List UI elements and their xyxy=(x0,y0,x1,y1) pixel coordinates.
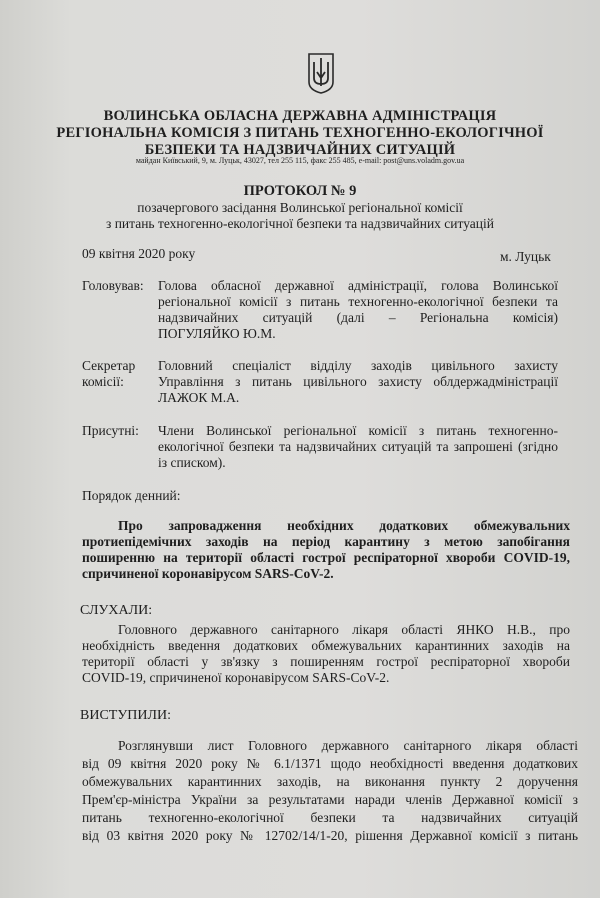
heard-line: COVID-19, спричиненої коронавірусом SARS-CoV-2. xyxy=(82,670,390,685)
present-line: Члени Волинської регіональної комісії з питань техногенно- xyxy=(158,423,558,438)
protocol-title: ПРОТОКОЛ № 9 xyxy=(243,183,357,199)
header-line-3: БЕЗПЕКИ ТА НАДЗВИЧАЙНИХ СИТУАЦІЙ xyxy=(144,142,456,158)
secretary-line: Головний спеціаліст відділу заходів цивільного захисту xyxy=(158,358,558,373)
agenda-label: Порядок денний: xyxy=(82,488,181,503)
header-line-2: РЕГІОНАЛЬНА КОМІСІЯ З ПИТАНЬ ТЕХНОГЕННО-ЕКОЛОГІЧНОЇ xyxy=(56,125,544,141)
heard-line: Головного державного санітарного лікаря області ЯНКО Н.В., про xyxy=(118,622,570,637)
header-line-1: ВОЛИНСЬКА ОБЛАСНА ДЕРЖАВНА АДМІНІСТРАЦІЯ xyxy=(103,108,497,124)
spoke-line: від 09 квітня 2020 року № 6.1/1371 щодо необхідності введення додаткових xyxy=(82,756,578,771)
protocol-subtitle-2: з питань техногенно-екологічної безпеки та надзвичайних ситуацій xyxy=(105,216,494,231)
secretary-label-2: комісії: xyxy=(82,374,124,389)
header-address: майдан Київський, 9, м. Луцьк, 43027, тел 255 115, факс 255 485, e-mail: post@uns.voladm.gov.ua xyxy=(135,156,465,165)
spoke-heading: ВИСТУПИЛИ: xyxy=(80,708,171,723)
chair-line: Голова обласної державної адміністрації, голова Волинської xyxy=(158,278,558,293)
heard-line: території області у зв'язку з поширенням гострої респіраторної хвороби xyxy=(82,654,570,669)
chair-line: регіональної комісії з питань техногенно-екологічної безпеки та xyxy=(158,294,558,309)
spoke-line: питань техногенно-екологічної безпеки та надзвичайних ситуацій xyxy=(82,810,578,825)
trident-emblem-icon xyxy=(307,52,335,94)
agenda-line: Про запровадження необхідних додаткових обмежувальних xyxy=(118,518,570,533)
heard-line: необхідність введення додаткових обмежувальних карантинних заходів на xyxy=(82,638,570,653)
chair-line: надзвичайних ситуацій (далі – Регіональна комісія) xyxy=(158,310,558,325)
spoke-line: обмежувальних карантинних заходів, на виконання пункту 2 доручення xyxy=(82,774,578,789)
secretary-label-1: Секретар xyxy=(82,358,136,373)
agenda-line: спричиненої коронавірусом SARS-CoV-2. xyxy=(82,566,334,581)
protocol-subtitle-1: позачергового засідання Волинської регіональної комісії xyxy=(137,200,463,215)
agenda-line: поширенню на території області гострої респіраторної хвороби COVID-19, xyxy=(82,550,570,565)
agenda-line: протиепідемічних заходів на період карантину з метою запобігання xyxy=(82,534,570,549)
present-line: екологічної безпеки та надзвичайних ситуацій та запрошені (згідно xyxy=(158,439,558,454)
present-line: із списком). xyxy=(158,455,226,470)
chair-name: ПОГУЛЯЙКО Ю.М. xyxy=(158,326,276,341)
spoke-line: від 03 квітня 2020 року № 12702/14/1-20, рішення Державної комісії з питань xyxy=(82,828,578,843)
spoke-line: Розглянувши лист Головного державного санітарного лікаря області xyxy=(118,738,578,753)
spoke-line: Прем'єр-міністра України за результатами наради членів Державної комісії з xyxy=(82,792,578,807)
secretary-line: Управління з питань цивільного захисту облдержадміністрації xyxy=(158,374,558,389)
secretary-name: ЛАЖОК М.А. xyxy=(158,390,240,405)
protocol-date: 09 квітня 2020 року xyxy=(82,246,196,261)
protocol-city: м. Луцьк xyxy=(500,249,551,264)
present-label: Присутні: xyxy=(82,423,139,438)
chair-label: Головував: xyxy=(82,278,144,293)
heard-heading: СЛУХАЛИ: xyxy=(80,603,153,618)
